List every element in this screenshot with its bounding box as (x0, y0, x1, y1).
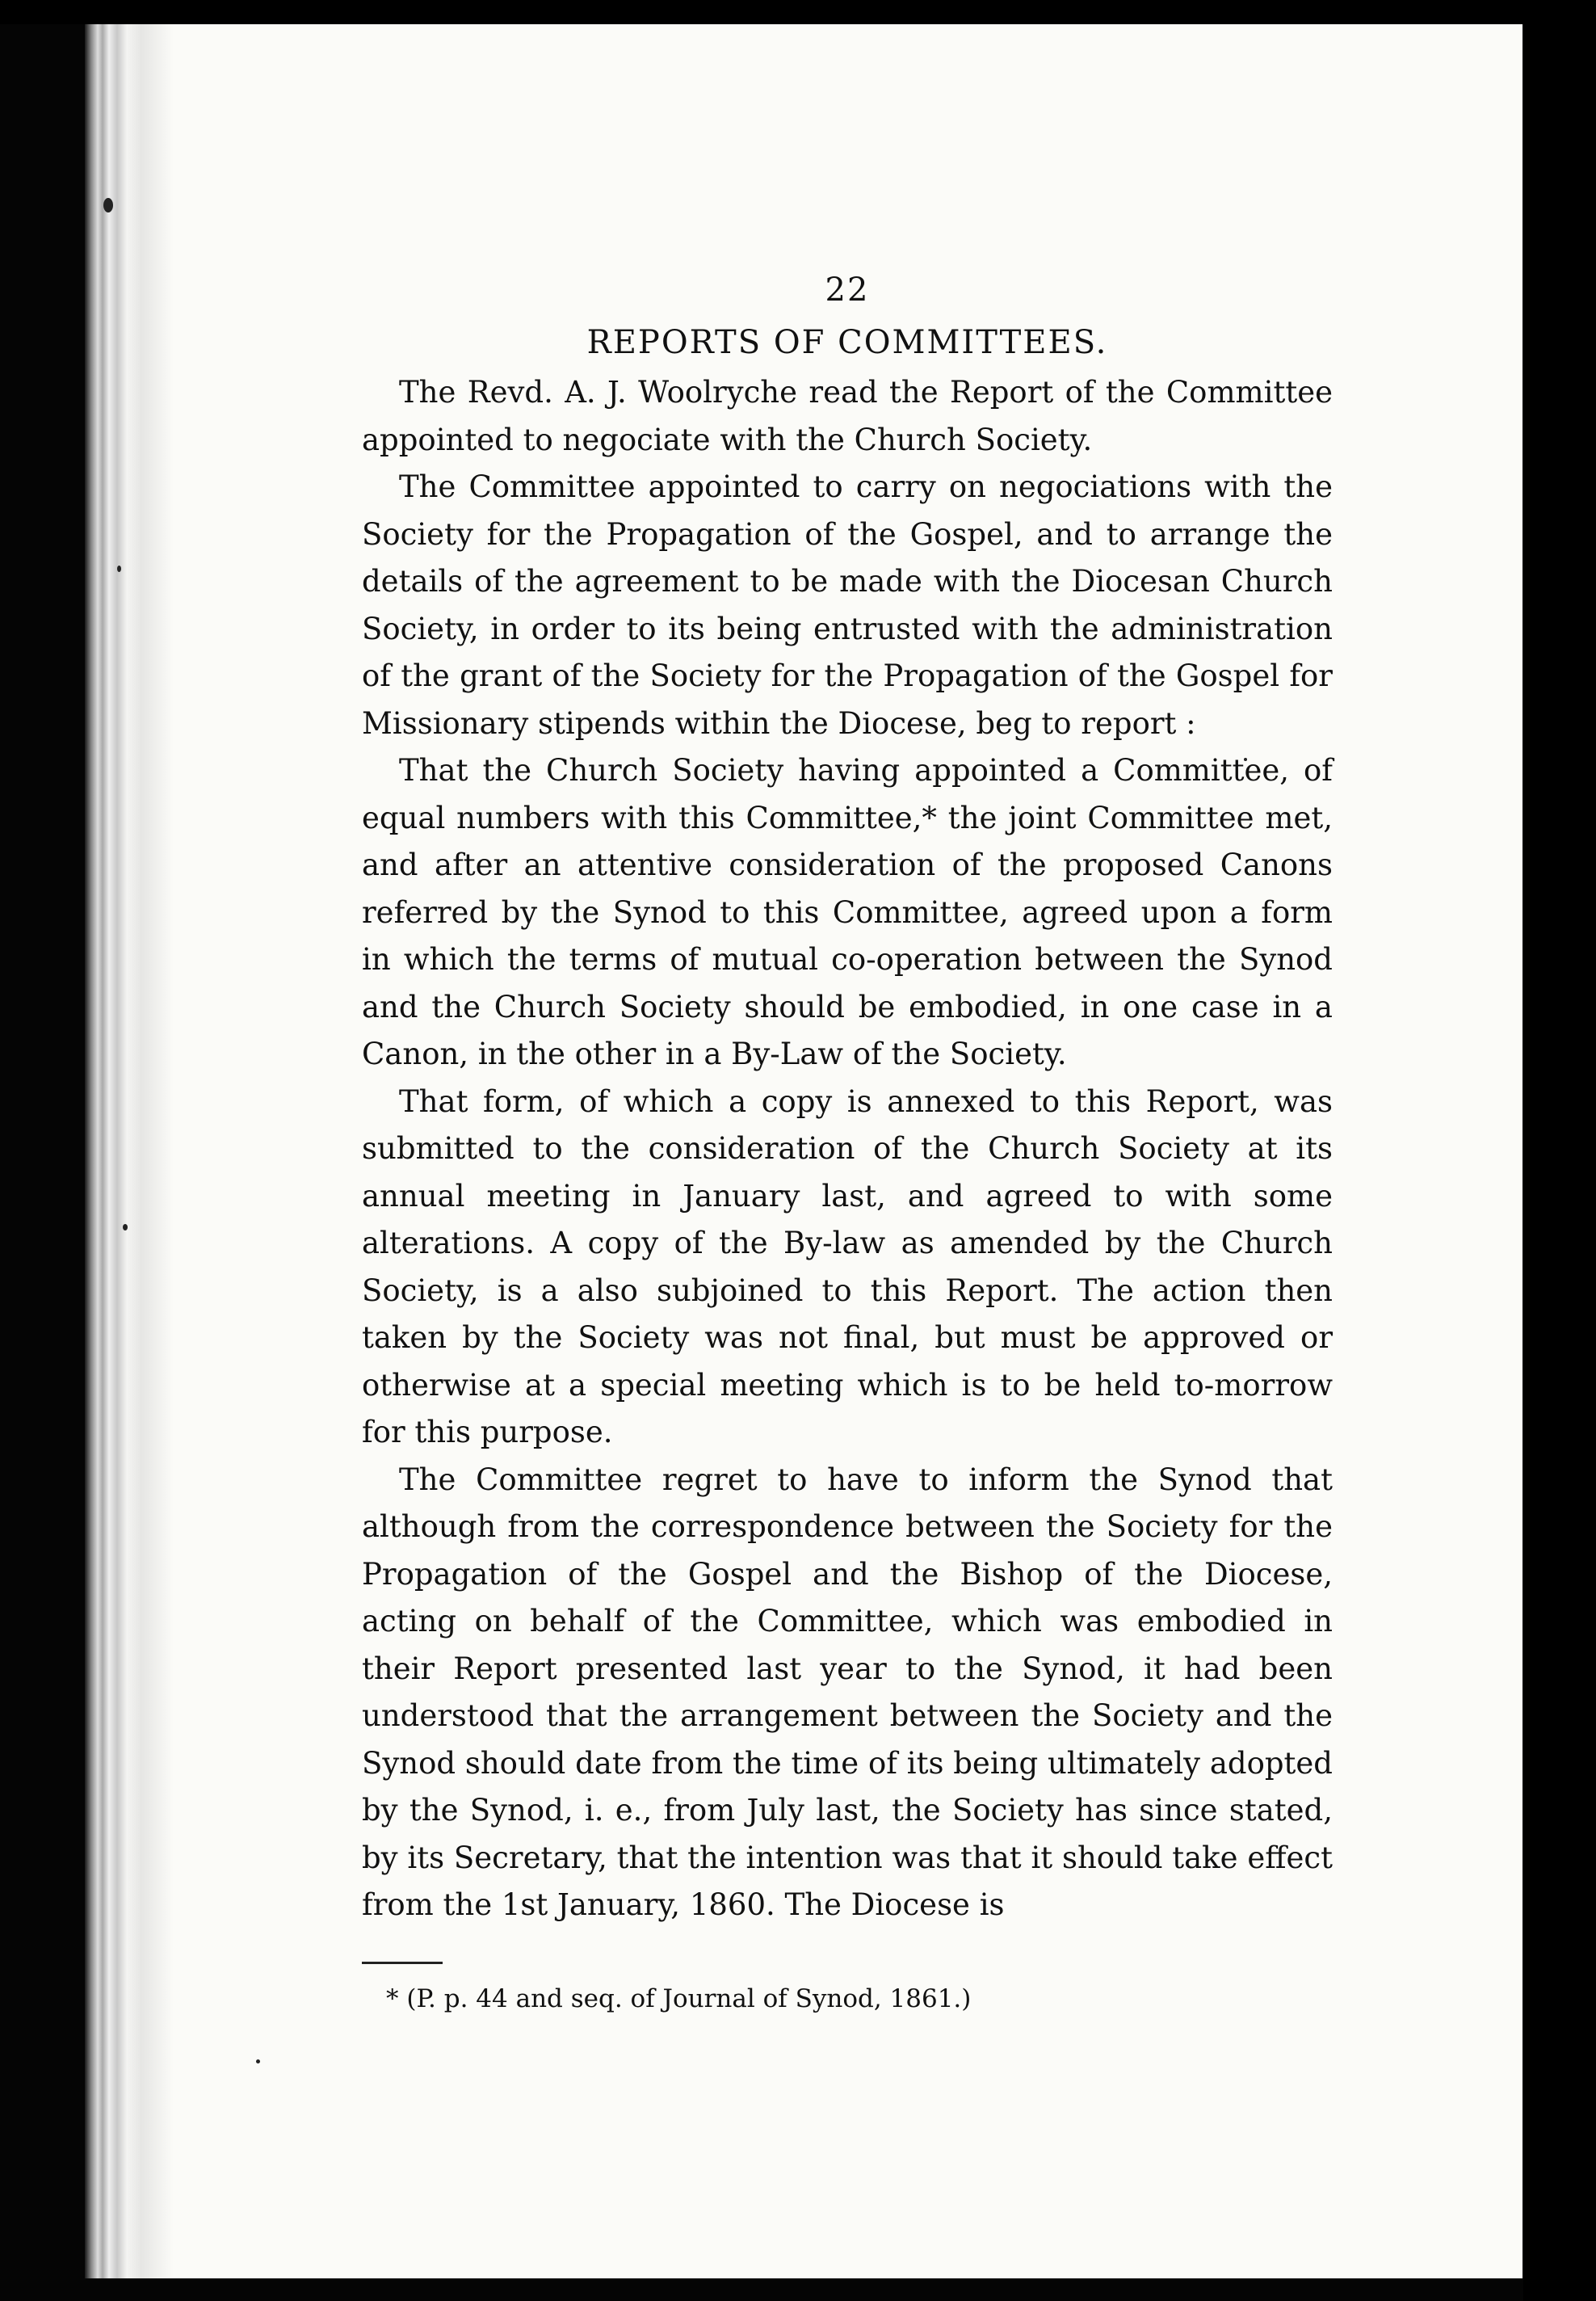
scan-speck (256, 2059, 260, 2063)
page-number: 22 (825, 271, 870, 309)
book-gutter (85, 24, 174, 2278)
scan-speck (117, 566, 121, 572)
document-body (362, 267, 1333, 2016)
paragraph: That the Church Society having appointed a Committee, of equal numbers with this Committee,* the joint Committee met, and after an attentive consideration of the proposed Canons referred by the Synod to this Committee, agreed upon a form in which the terms of mutual co-operation between the Synod and the Church Society should be embodied, in one case in a Canon, in the other in a By-Law of the Society. (362, 753, 1333, 1071)
paragraph: That form, of which a copy is annexed to this Report, was submitted to the consideration of the Church Society at its annual meeting in January last, and agreed to with some alterations. A copy of the By-law as amended by the Church Society, is a also subjoined to this Report. The action then taken by the Society was not final, but must be approved or otherwise at a special meeting which is to be held to-morrow for this purpose. (362, 1083, 1333, 1449)
paragraph: The Committee regret to have to inform the Synod that although from the correspondence between the Society for the Propagation of the Gospel and the Bishop of the Diocese, acting on behalf of the Committee, which was embodied in their Report presented last year to the Synod, it had been understood that the arrangement between the Society and the Synod should date from the time of its being ultimately adopted by the Synod, i. e., from July last, the Society has since stated, by its Secretary, that the intention was that it should take effect from the 1st January, 1860. The Diocese is (362, 1462, 1333, 1922)
paragraph: The Revd. A. J. Woolryche read the Report of the Committee appointed to negociate with the Church Society. (362, 375, 1333, 457)
footnote: * (P. p. 44 and seq. of Journal of Synod, 1861.) (386, 1983, 972, 2013)
scan-right-border (1523, 0, 1596, 2301)
scan-speck (123, 1224, 128, 1230)
scan-speck (103, 198, 113, 212)
section-title: REPORTS OF COMMITTEES. (586, 323, 1108, 361)
scan-top-border (0, 0, 1596, 24)
footnote-divider (362, 1962, 443, 1964)
paragraph: The Committee appointed to carry on negociations with the Society for the Propagation of the Gospel, and to arrange the details of the agreement to be made with the Diocesan Church Society, in order to its being entrusted with the administration of the grant of the Society for the Propagation of the Gospel for Missionary stipends within the Diocese, beg to report : (362, 469, 1333, 741)
